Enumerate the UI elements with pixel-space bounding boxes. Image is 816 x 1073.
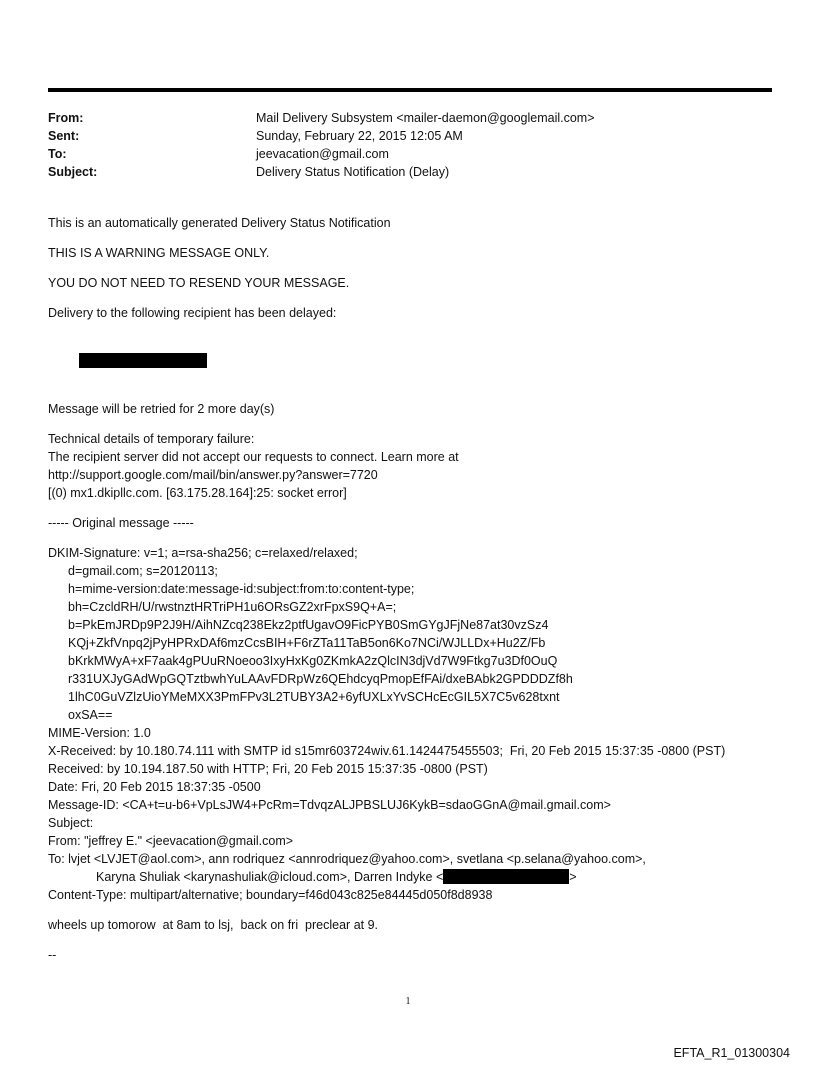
original-message-line: ----- Original message ----- [48, 516, 194, 530]
to-line-2-end: > [569, 870, 577, 884]
x-received-line: X-Received: by 10.180.74.111 with SMTP id s15mr603724wiv.61.1424475455503; Fri, 20 Feb 2015 15:37:35 -0800 (PST) [48, 744, 726, 758]
to-value: jeevacation@gmail.com [256, 147, 389, 161]
dkim-line-6: KQj+ZkfVnpq2jPyHPRxDAf6mzCcsBIH+F6rZTa11TaB5on6Ko7NCi/WJLLDx+Hu2Z/Fb [68, 636, 546, 650]
message-text: wheels up tomorow at 8am to lsj, back on fri preclear at 9. [48, 918, 379, 932]
received-line: Received: by 10.194.187.50 with HTTP; Fri, 20 Feb 2015 15:37:35 -0800 (PST) [48, 762, 488, 776]
dkim-line-1: DKIM-Signature: v=1; a=rsa-sha256; c=relaxed/relaxed; [48, 546, 358, 560]
dkim-line-3: h=mime-version:date:message-id:subject:from:to:content-type; [68, 582, 415, 596]
intro-line: This is an automatically generated Delivery Status Notification [48, 216, 391, 230]
to-line-2 [48, 868, 788, 886]
from-value: Mail Delivery Subsystem <mailer-daemon@googlemail.com> [256, 111, 595, 125]
redaction-box [443, 869, 569, 884]
to-line-1: To: lvjet <LVJET@aol.com>, ann rodriquez <annrodriquez@yahoo.com>, svetlana <p.selana@yahoo.com>, [48, 852, 646, 866]
dkim-line-5: b=PkEmJRDp9P2J9H/AihNZcq238Ekz2ptfUgavO9FicPYB0SmGYgJFjNe87at30vzSz4 [68, 618, 549, 632]
content-type-line: Content-Type: multipart/alternative; boundary=f46d043c825e84445d050f8d8938 [48, 888, 493, 902]
dkim-line-10: oxSA== [68, 708, 113, 722]
sent-row [48, 127, 772, 145]
subject-label: Subject: [48, 165, 98, 179]
to-line-2-text: Karyna Shuliak <karynashuliak@icloud.com>, Darren Indyke < [96, 870, 444, 884]
from-row [48, 109, 772, 127]
sent-value: Sunday, February 22, 2015 12:05 AM [256, 129, 463, 143]
from-line: From: "jeffrey E." <jeevacation@gmail.com> [48, 834, 294, 848]
signature-separator: -- [48, 948, 57, 962]
dkim-line-7: bKrkMWyA+xF7aak4gPUuRNoeoo3IxyHxKg0ZKmkA2zQlcIN3djVd7W9Ftkg7u3Df0OuQ [68, 654, 558, 668]
to-row [48, 145, 772, 163]
message-id-line: Message-ID: <CA+t=u-b6+VpLsJW4+PcRm=TdvqzALJPBSLUJ6KykB=sdaoGGnA@mail.gmail.com> [48, 798, 611, 812]
warning-line: THIS IS A WARNING MESSAGE ONLY. [48, 246, 270, 260]
dkim-line-2: d=gmail.com; s=20120113; [68, 564, 218, 578]
tech-line-1: Technical details of temporary failure: [48, 432, 255, 446]
no-resend-line: YOU DO NOT NEED TO RESEND YOUR MESSAGE. [48, 276, 350, 290]
retry-line: Message will be retried for 2 more day(s) [48, 402, 275, 416]
dkim-line-8: r331UXJyGAdWpGQTztbwhYuLAAvFDRpWz6QEhdcyqPmopEfFAi/dxeBAbk2GPDDDZf8h [68, 672, 573, 686]
sent-label: Sent: [48, 129, 80, 143]
document-stamp: EFTA_R1_01300304 [673, 1046, 790, 1060]
top-rule [48, 88, 772, 92]
subject-row [48, 163, 772, 181]
tech-line-4: [(0) mx1.dkipllc.com. [63.175.28.164]:25: socket error] [48, 486, 347, 500]
tech-line-2: The recipient server did not accept our requests to connect. Learn more at [48, 450, 459, 464]
email-body [48, 214, 788, 964]
subject-line: Subject: [48, 816, 94, 830]
support-link[interactable]: http://support.google.com/mail/bin/answer.py?answer=7720 [48, 468, 378, 482]
email-header [48, 109, 772, 181]
date-line: Date: Fri, 20 Feb 2015 18:37:35 -0500 [48, 780, 261, 794]
delayed-line: Delivery to the following recipient has been delayed: [48, 306, 337, 320]
dkim-line-4: bh=CzcldRH/U/rwstnztHRTriPH1u6ORsGZ2xrFpxS9Q+A=; [68, 600, 397, 614]
recipient-line [48, 334, 788, 388]
to-label: To: [48, 147, 67, 161]
from-label: From: [48, 111, 84, 125]
mime-line: MIME-Version: 1.0 [48, 726, 151, 740]
redaction-box [79, 353, 207, 368]
page-number: 1 [405, 996, 411, 1007]
subject-value: Delivery Status Notification (Delay) [256, 165, 450, 179]
dkim-line-9: 1lhC0GuVZlzUioYMeMXX3PmFPv3L2TUBY3A2+6yfUXLxYvSCHcEcGIL5X7C5v628txnt [68, 690, 560, 704]
